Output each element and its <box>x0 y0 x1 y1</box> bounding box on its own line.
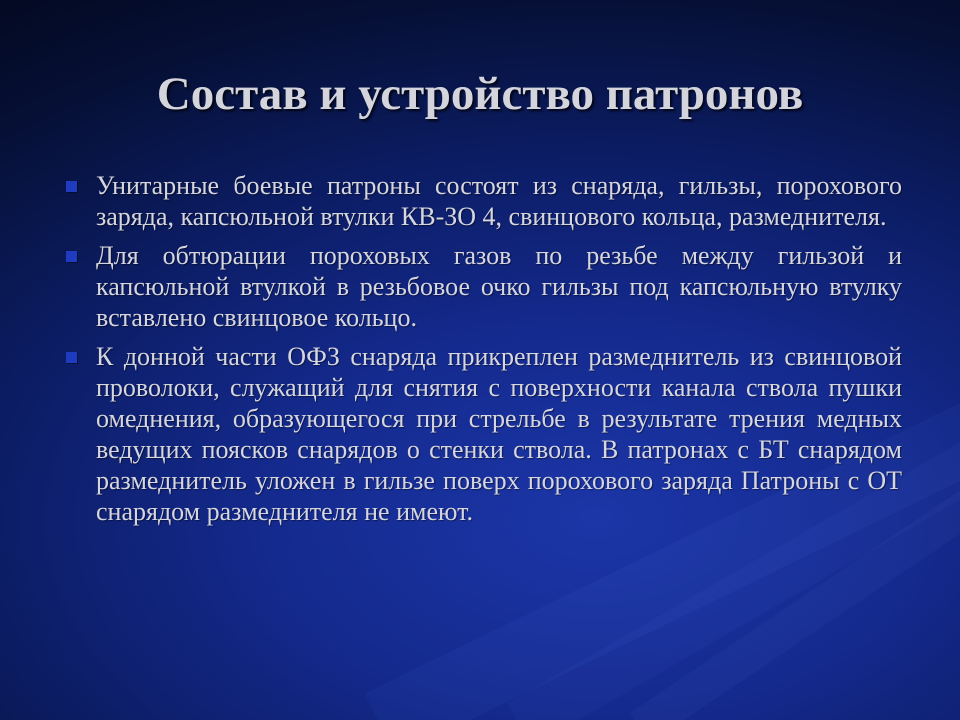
paragraph-decoppering <box>66 341 902 527</box>
square-bullet-icon <box>66 251 77 262</box>
square-bullet-icon <box>66 352 77 363</box>
slide-title: Состав и устройство патронов <box>156 68 804 120</box>
paragraph-obturation <box>66 240 902 333</box>
paragraph-text: Унитарные боевые патроны состоят из снаряда, гильзы, порохового заряда, капсюльной втулки КВ-ЗО 4, свинцового кольца, размеднителя. <box>96 171 902 231</box>
paragraph-composition <box>66 170 902 232</box>
slide-body <box>66 170 902 535</box>
paragraph-text: К донной части ОФЗ снаряда прикреплен размеднитель из свинцовой проволоки, служащий для снятия с поверхности канала ствола пушки омеднения, образующегося при стрельбе в результате трения медных ведущих поясков снарядов о стенки ствола. В патронах с БТ снарядом размеднитель уложен в гильзе поверх порохового заряда Патроны с ОТ снарядом размеднителя не имеют. <box>96 342 902 526</box>
square-bullet-icon <box>66 181 77 192</box>
paragraph-text: Для обтюрации пороховых газов по резьбе между гильзой и капсюльной втулкой в резьбовое очко гильзы под капсюльную втулку вставлено свинцовое кольцо. <box>96 241 902 332</box>
